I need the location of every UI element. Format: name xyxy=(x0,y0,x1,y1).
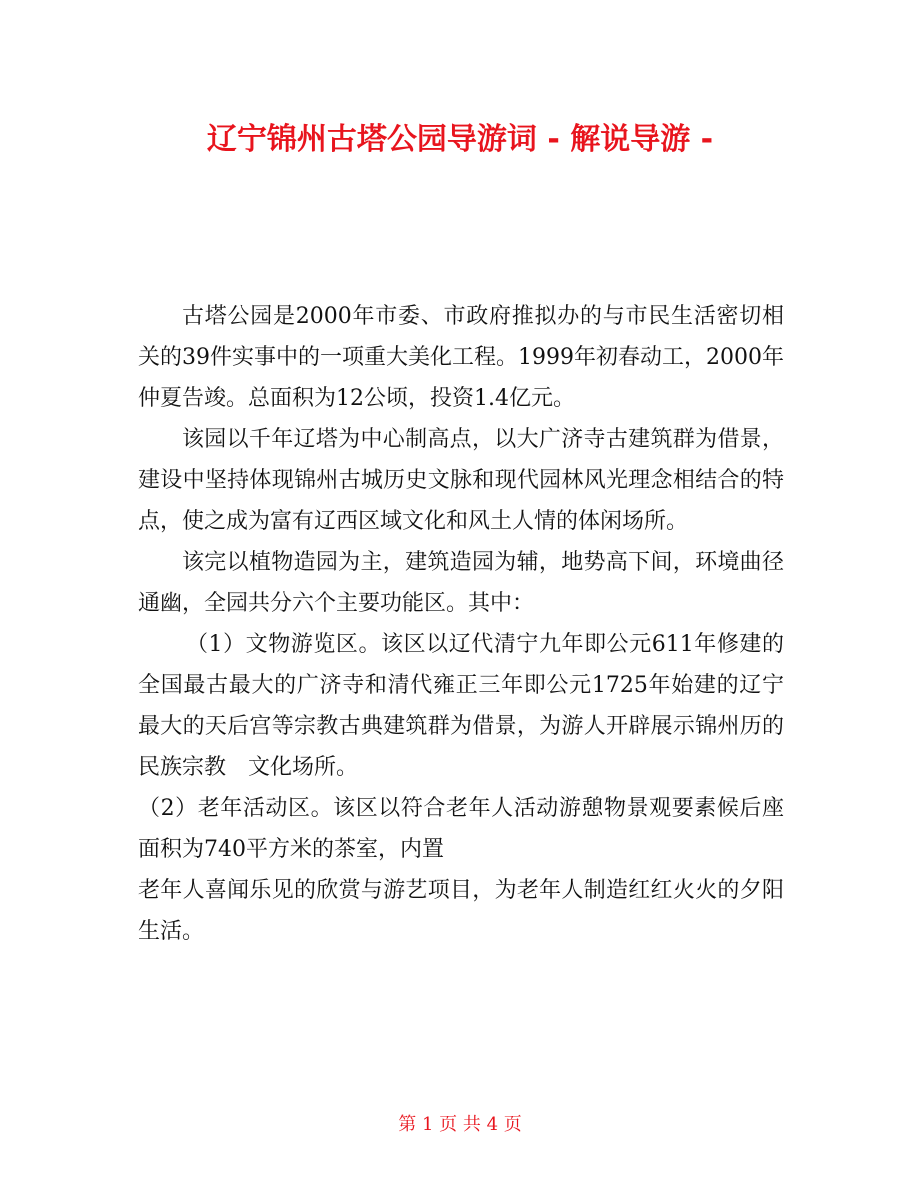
document-body xyxy=(138,296,784,952)
paragraph-design: 该园以千年辽塔为中心制高点，以大广济寺古建筑群为借景，建设中坚持体现锦州古城历史文脉和现代园林风光理念相结合的特点，使之成为富有辽西区域文化和风土人情的体闲场所。 xyxy=(138,427,784,534)
document-title: 辽宁锦州古塔公园导游词 - 解说导游 - xyxy=(206,122,714,157)
page-number-footer: 第 1 页 共 4 页 xyxy=(398,1114,522,1135)
paragraph-intro: 古塔公园是2000年市委、市政府推拟办的与市民生活密切相关的39件实事中的一项重大美化工程。1999年初春动工，2000年仲夏告竣。总面积为12公顷，投资1.4亿元。 xyxy=(138,304,784,411)
paragraph-zones: 该完以植物造园为主，建筑造园为辅，地势高下间，环境曲径通幽，全园共分六个主要功能区。其中： xyxy=(138,550,784,616)
paragraph-zone-2: （2）老年活动区。该区以符合老年人活动游憩物景观要素候后座面积为740平方米的茶室，内置 xyxy=(138,796,784,862)
paragraph-zone-2-continued: 老年人喜闻乐见的欣赏与游艺项目，为老年人制造红红火火的夕阳生活。 xyxy=(138,878,784,944)
paragraph-zone-1: （1）文物游览区。该区以辽代清宁九年即公元611年修建的全国最古最大的广济寺和清代雍正三年即公元1725年始建的辽宁最大的天后宫等宗教古典建筑群为借景，为游人开辟展示锦州历的民族宗教 文化场所。 xyxy=(138,632,784,780)
